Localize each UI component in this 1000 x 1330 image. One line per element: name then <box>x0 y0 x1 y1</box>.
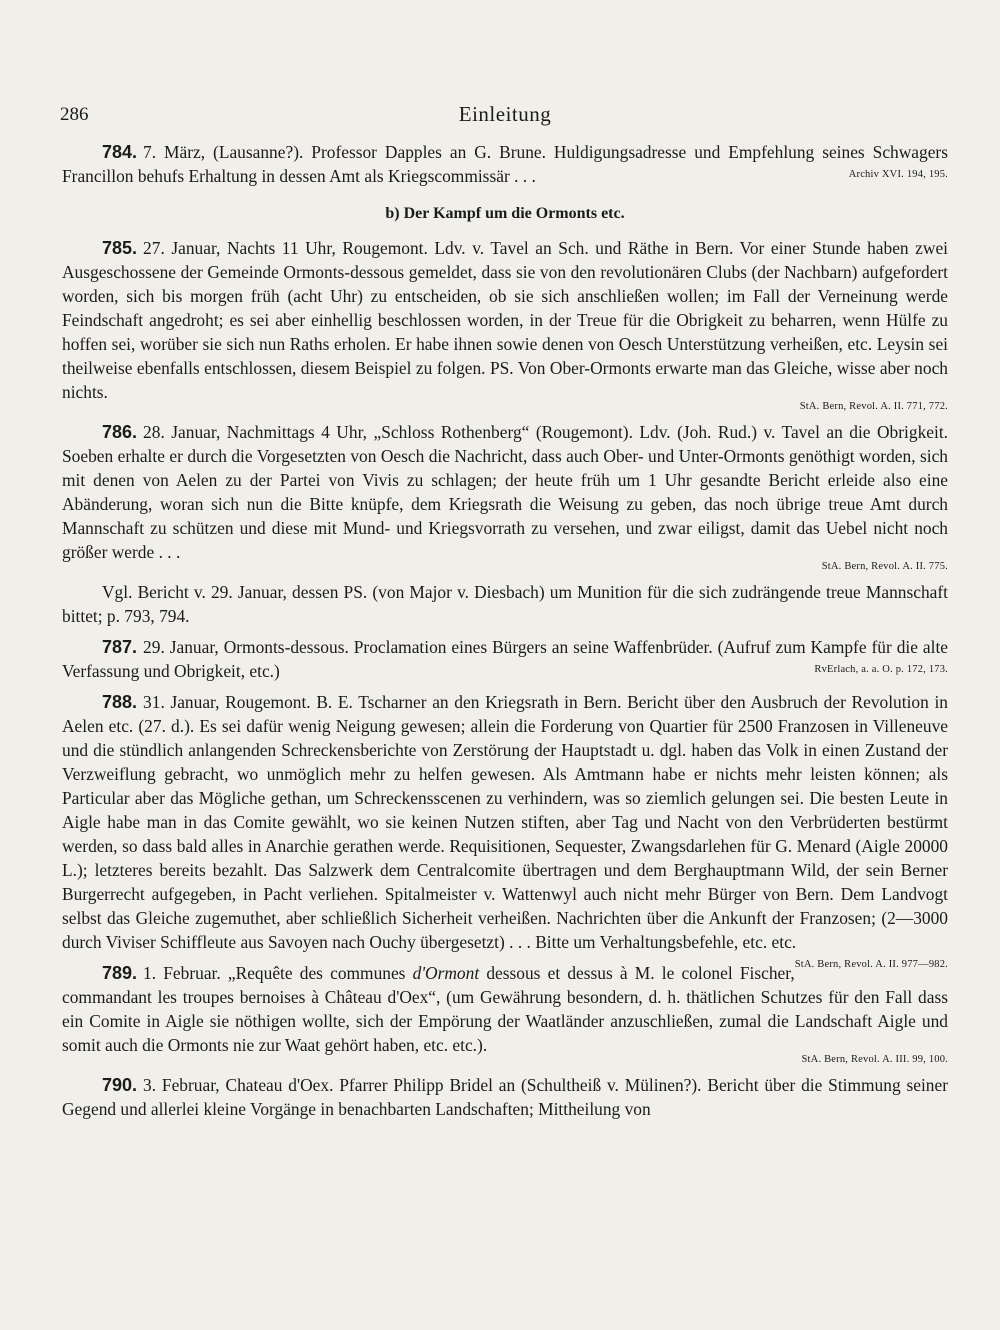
entry-789 <box>62 961 948 1066</box>
entry-text-end: dessous et dessus à M. le colonel Fischer, commandant les troupes bernoises à Château d'Oex“, (um Gewährung besondern, d. h. thätlichen Schutzes für den Fall dass ein Comite in Aigle sie nöthigen wollte, sich der Empörung der Waatländer anzuschließen, zumal die Landschaft Aigle und somit auch die Ormonts nie zur Waat gehört haben, etc. etc.). <box>62 963 948 1055</box>
entry-787 <box>62 635 948 683</box>
entry-number: 785. <box>102 238 138 258</box>
entry-text: 7. März, (Lausanne?). Professor Dapples an G. Brune. Huldigungsadresse und Empfehlung seines Schwagers Francillon behufs Erhaltung in dessen Amt als Kriegscommissär . . . <box>62 142 948 186</box>
entry-number: 786. <box>102 422 138 442</box>
entry-785 <box>62 236 948 413</box>
entry-text: 27. Januar, Nachts 11 Uhr, Rougemont. Ldv. v. Tavel an Sch. und Räthe in Bern. Vor einer Stunde haben zwei Ausgeschossene der Gemeinde Ormonts-dessous gemeldet, dass sie von den revolutionären Clubs (der Nachbarn) aufgefordert worden, sich bis morgen früh (acht Uhr) zu entscheiden, ob sie sich anschließen wollen; im Fall der Verneinung werde Feindschaft angedroht; es sei aber einhellig beschlossen worden, in der Treue für die Obrigkeit zu beharren, wenn Hülfe zu hoffen sei, worüber sie sich nun Raths erholen. Er habe ihnen sowie denen von Oesch Unterstützung verheißen, etc. Leysin sei theilweise ebenfalls entschlossen, diesem Beispiel zu folgen. PS. Von Ober-Ormonts erwarte man das Gleiche, wisse aber noch nichts. <box>62 238 948 402</box>
entry-source: StA. Bern, Revol. A. II. 775. <box>821 561 948 572</box>
section-heading: b) Der Kampf um die Ormonts etc. <box>385 205 625 222</box>
page-number: 286 <box>60 104 89 125</box>
entry-text: 3. Februar, Chateau d'Oex. Pfarrer Philipp Bridel an (Schultheiß v. Mülinen?). Bericht über die Stimmung seiner Gegend und allerlei kleine Vorgänge in benachbarten Landschaften; Mittheilung von <box>62 1075 948 1119</box>
entry-source: StA. Bern, Revol. A. III. 99, 100. <box>801 1054 948 1065</box>
entry-text: 29. Januar, Ormonts-dessous. Proclamation eines Bürgers an seine Waffenbrüder. (Aufruf zum Kampfe für die alte Verfassung und Obrigkeit, etc.) <box>62 637 948 681</box>
entry-source: Archiv XVI. 194, 195. <box>848 169 948 180</box>
entry-text-italic: d'Ormont <box>412 963 480 983</box>
entry-number: 789. <box>102 963 138 983</box>
entry-number: 788. <box>102 692 138 712</box>
entry-786 <box>62 420 948 573</box>
page-body <box>62 140 948 1128</box>
entry-source: StA. Bern, Revol. A. II. 771, 772. <box>799 401 948 412</box>
entry-number: 790. <box>102 1075 138 1095</box>
page-header <box>60 100 950 130</box>
entry-text: 28. Januar, Nachmittags 4 Uhr, „Schloss Rothenberg“ (Rougemont). Ldv. (Joh. Rud.) v. Tavel an die Obrigkeit. Soeben erhalte er durch die Vorgesetzten von Oesch die Nachricht, dass auch Ober- und Unter-Ormonts genöthigt worden, sich mit denen von Aelen zu der Partei von Vivis zu schlagen; der heute früh um 1 Uhr gesandte Bericht erleide also eine Abänderung, woran sich nun die Bitte knüpfe, dem Kriegsrath die Weisung zu geben, das noch übrige treue Amt durch Mannschaft zu schützen und diese mit Mund- und Kriegsvorrath zu versehen, und zwar eiligst, damit das Uebel nicht noch größer werde . . . <box>62 422 948 562</box>
entry-number: 784. <box>102 142 138 162</box>
entry-number: 787. <box>102 637 138 657</box>
entry-source: RvErlach, a. a. O. p. 172, 173. <box>814 664 948 675</box>
entry-790 <box>62 1073 948 1121</box>
entry-788 <box>62 690 948 970</box>
running-head: Einleitung <box>458 102 552 126</box>
entry-784 <box>62 140 948 188</box>
entry-text-start: 1. Februar. „Requête des communes <box>143 963 413 983</box>
entry-source: StA. Bern, Revol. A. II. 977—982. <box>794 959 948 970</box>
note-paragraph: Vgl. Bericht v. 29. Januar, dessen PS. (von Major v. Diesbach) um Munition für die sich zudrängende treue Mannschaft bittet; p. 793, 794. <box>62 582 948 626</box>
entry-text: 31. Januar, Rougemont. B. E. Tscharner an den Kriegsrath in Bern. Bericht über den Ausbruch der Revolution in Aelen etc. (27. d.). Es sei dafür wenig Neigung gewesen; allein die Forderung von Quartier für 2500 Franzosen in Villeneuve und die stündlich anlangenden Schreckensberichte von Zerstörung der Hauptstadt u. dgl. haben das Volk in einen Zustand der Verzweiflung gebracht, wo unmöglich mehr zu helfen gewesen. Als Amtmann habe er nichts mehr leisten können; als Particular aber das Mögliche gethan, um Schreckensscenen zu verhindern, was so ziemlich gelungen sei. Die besten Leute in Aigle habe man in das Comite gewählt, wo sie keinen Nutzen stiften, aber Tag und Nacht von den Verbrüderten bestürmt werden, so dass bald alles in Anarchie gerathen werde. Requisitionen, Sequester, Zwangsdarlehen für G. Menard (Aigle 20000 L.); letzteres bereits bezahlt. Das Salzwerk dem Centralcomite übertragen und dem Berghauptmann Wild, der sein Berner Burgerrecht aufgegeben, in Pacht verliehen. Spitalmeister v. Wattenwyl auch nicht mehr Bürger von Bern. Dem Landvogt selbst das Gleiche zugemuthet, aber schließlich Sicherheit verheißen. Nachrichten über die Ankunft der Franzosen; (2—3000 durch Viviser Schiffleute aus Savoyen nach Ouchy übergesetzt) . . . Bitte um Verhaltungsbefehle, etc. etc. <box>62 692 948 952</box>
